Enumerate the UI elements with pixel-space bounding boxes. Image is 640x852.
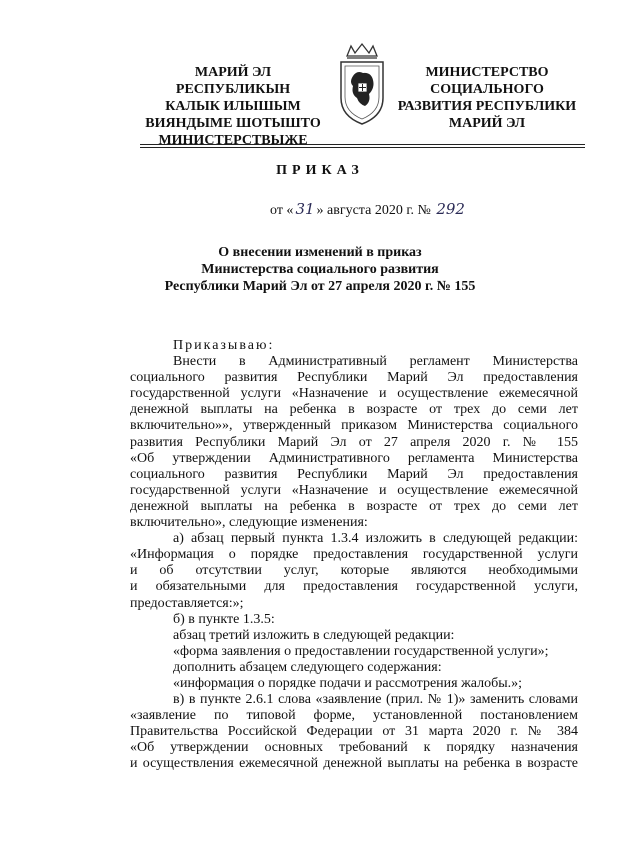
body-line: государственной услуги «Назначение и осуществление ежемесячной — [130, 386, 578, 402]
body-line: социального развития Республики Марий Эл предоставления — [130, 466, 578, 482]
handwritten-day: 31 — [295, 200, 315, 218]
header-right-block — [392, 64, 582, 132]
coat-of-arms-emblem — [333, 42, 391, 128]
body-line: Внести в Административный регламент Министерства — [173, 354, 578, 370]
body-line: Правительства Российской Федерации от 31 марта 2020 г. № 384 — [130, 724, 578, 740]
header-right-line: СОЦИАЛЬНОГО — [430, 82, 544, 97]
body-line: «Об утверждении основных требований к порядку назначения — [130, 740, 578, 756]
header-left-line: МИНИСТЕРСТВЫЖЕ — [158, 133, 308, 148]
header-left-line: МАРИЙ ЭЛ — [194, 65, 272, 80]
body-line: развития Республики Марий Эл от 27 апреля 2020 г. № 155 — [130, 434, 578, 450]
header-right-line: МИНИСТЕРСТВО — [425, 65, 549, 80]
body-line: включительно», следующие изменения: — [130, 515, 368, 531]
header-right-line: МАРИЙ ЭЛ — [448, 116, 526, 131]
body-line: «форма заявления о предоставлении государственной услуги»; — [173, 643, 549, 659]
body-line: денежной выплаты на ребенка в возрасте от трех до семи лет — [130, 402, 578, 418]
order-subject — [0, 244, 640, 295]
body-line: и обязательными для предоставления государственной услуги, — [130, 579, 578, 595]
body-line: социального развития Республики Марий Эл предоставления — [130, 370, 578, 386]
subject-line: О внесении изменений в приказ — [218, 245, 422, 260]
header-left-line: КАЛЫК ИЛЫШЫМ — [165, 99, 301, 114]
header-right-line: РАЗВИТИЯ РЕСПУБЛИКИ — [397, 99, 577, 114]
body-line: в) в пункте 2.6.1 слова «заявление (прил. № 1)» заменить словами — [173, 692, 578, 708]
body-line: предоставляется:»; — [130, 595, 244, 611]
body-line: и об отсутствии услуг, которые являются необходимыми — [130, 563, 578, 579]
body-line: «информация о порядке подачи и рассмотрения жалобы.»; — [173, 675, 523, 691]
order-body — [130, 338, 578, 773]
body-line-prikazyvayu: Приказываю: — [173, 338, 275, 353]
body-line: абзац третий изложить в следующей редакции: — [173, 627, 455, 643]
body-line: б) в пункте 1.3.5: — [173, 611, 275, 627]
header-left-line: ВИЯНДЫМЕ ШОТЫШТО — [145, 116, 321, 131]
header-left-block — [138, 64, 328, 149]
body-line: государственной услуги «Назначение и осуществление ежемесячной — [130, 482, 578, 498]
body-line: а) абзац первый пункта 1.3.4 изложить в следующей редакции: — [173, 531, 578, 547]
body-line: «заявление по типовой форме, установленной постановлением — [130, 708, 578, 724]
body-line: денежной выплаты на ребенка в возрасте от трех до семи лет — [130, 498, 578, 514]
body-line: «Информация о порядке предоставления государственной услуги — [130, 547, 578, 563]
order-title: ПРИКАЗ — [276, 163, 364, 178]
header-left-line: РЕСПУБЛИКЫН — [175, 82, 291, 97]
date-prefix: от « — [270, 203, 294, 218]
subject-line: Республики Марий Эл от 27 апреля 2020 г. № 155 — [164, 279, 476, 294]
body-line: включительно»», утвержденный приказом Министерства социального — [130, 418, 578, 434]
body-line: «Об утверждении Административного регламента Министерства — [130, 450, 578, 466]
header-divider-thick — [140, 147, 585, 148]
order-date-line — [270, 200, 467, 219]
date-middle: » августа 2020 г. № — [316, 203, 431, 218]
header-divider-thin — [140, 144, 585, 145]
body-line: и осуществления ежемесячной денежной выплаты на ребенка в возрасте — [130, 756, 578, 772]
subject-line: Министерства социального развития — [201, 262, 439, 277]
handwritten-order-number: 292 — [436, 200, 465, 218]
body-line: дополнить абзацем следующего содержания: — [173, 659, 442, 675]
